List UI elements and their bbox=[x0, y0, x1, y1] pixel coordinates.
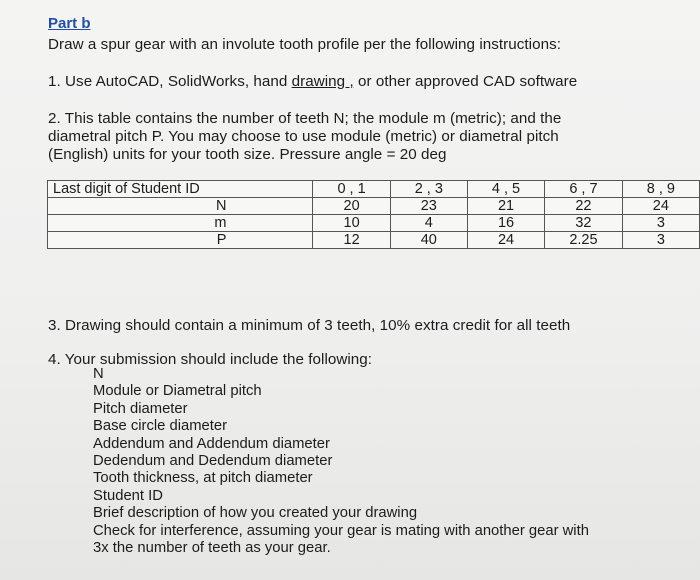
table-cell: P bbox=[48, 232, 313, 249]
table-cell: 21 bbox=[467, 198, 544, 215]
list-item: Dedendum and Dedendum diameter bbox=[93, 453, 333, 470]
table-cell: 3 bbox=[622, 232, 699, 249]
submission-list bbox=[93, 366, 589, 557]
table-cell: 24 bbox=[467, 232, 544, 249]
gear-parameter-table bbox=[47, 180, 700, 249]
table-header-cell: 4 , 5 bbox=[467, 181, 544, 198]
list-item: N bbox=[93, 366, 104, 382]
table-row bbox=[48, 198, 700, 215]
table-cell: 4 bbox=[390, 215, 467, 232]
table-row bbox=[48, 215, 700, 232]
list-item: 3x the number of teeth as your gear. bbox=[93, 540, 331, 557]
list-item: Addendum and Addendum diameter bbox=[93, 435, 330, 452]
table-row bbox=[48, 232, 700, 249]
intro-text: Draw a spur gear with an involute tooth profile per the following instructions: bbox=[48, 36, 561, 53]
table-cell: N bbox=[48, 198, 313, 215]
table-cell: 20 bbox=[313, 198, 390, 215]
list-item: Module or Diametral pitch bbox=[93, 383, 262, 400]
item-2-line-2: diametral pitch P. You may choose to use module (metric) or diametral pitch bbox=[48, 128, 559, 145]
table-header-cell: Last digit of Student ID bbox=[48, 181, 313, 198]
list-item: Base circle diameter bbox=[93, 418, 228, 435]
item-4: 4. Your submission should include the following: bbox=[48, 351, 373, 368]
list-item: Student ID bbox=[93, 487, 163, 504]
table-header-row bbox=[48, 181, 700, 198]
list-item: Check for interference, assuming your gear is mating with another gear with bbox=[93, 522, 589, 539]
item-1-suffix: or other approved CAD software bbox=[353, 73, 578, 90]
list-item: Pitch diameter bbox=[93, 400, 188, 417]
table-cell: 24 bbox=[622, 198, 699, 215]
item-2-line-3: (English) units for your tooth size. Pressure angle = 20 deg bbox=[48, 146, 447, 163]
table-header-cell: 6 , 7 bbox=[545, 181, 623, 198]
table-header-cell: 2 , 3 bbox=[390, 181, 467, 198]
list-item: Brief description of how you created your drawing bbox=[93, 505, 418, 522]
table-header-cell: 0 , 1 bbox=[313, 181, 390, 198]
table-header-cell: 8 , 9 bbox=[622, 181, 699, 198]
item-1 bbox=[48, 73, 577, 90]
table-cell: 22 bbox=[545, 198, 623, 215]
table-cell: 16 bbox=[467, 215, 544, 232]
table-cell: 10 bbox=[313, 215, 390, 232]
item-3: 3. Drawing should contain a minimum of 3 teeth, 10% extra credit for all teeth bbox=[48, 317, 571, 334]
table-cell: m bbox=[48, 215, 313, 232]
list-item: Tooth thickness, at pitch diameter bbox=[93, 470, 313, 487]
item-2-line-1: 2. This table contains the number of teeth N; the module m (metric); and the bbox=[48, 110, 562, 127]
item-1-underlined: drawing , bbox=[291, 73, 354, 90]
table-cell: 3 bbox=[622, 215, 699, 232]
item-1-prefix: 1. Use AutoCAD, SolidWorks, hand bbox=[48, 73, 292, 90]
table-cell: 40 bbox=[390, 232, 467, 249]
table-cell: 12 bbox=[313, 232, 390, 249]
table-cell: 32 bbox=[545, 215, 623, 232]
part-heading: Part b bbox=[48, 15, 91, 32]
table-cell: 2.25 bbox=[545, 232, 623, 249]
table-cell: 23 bbox=[390, 198, 467, 215]
